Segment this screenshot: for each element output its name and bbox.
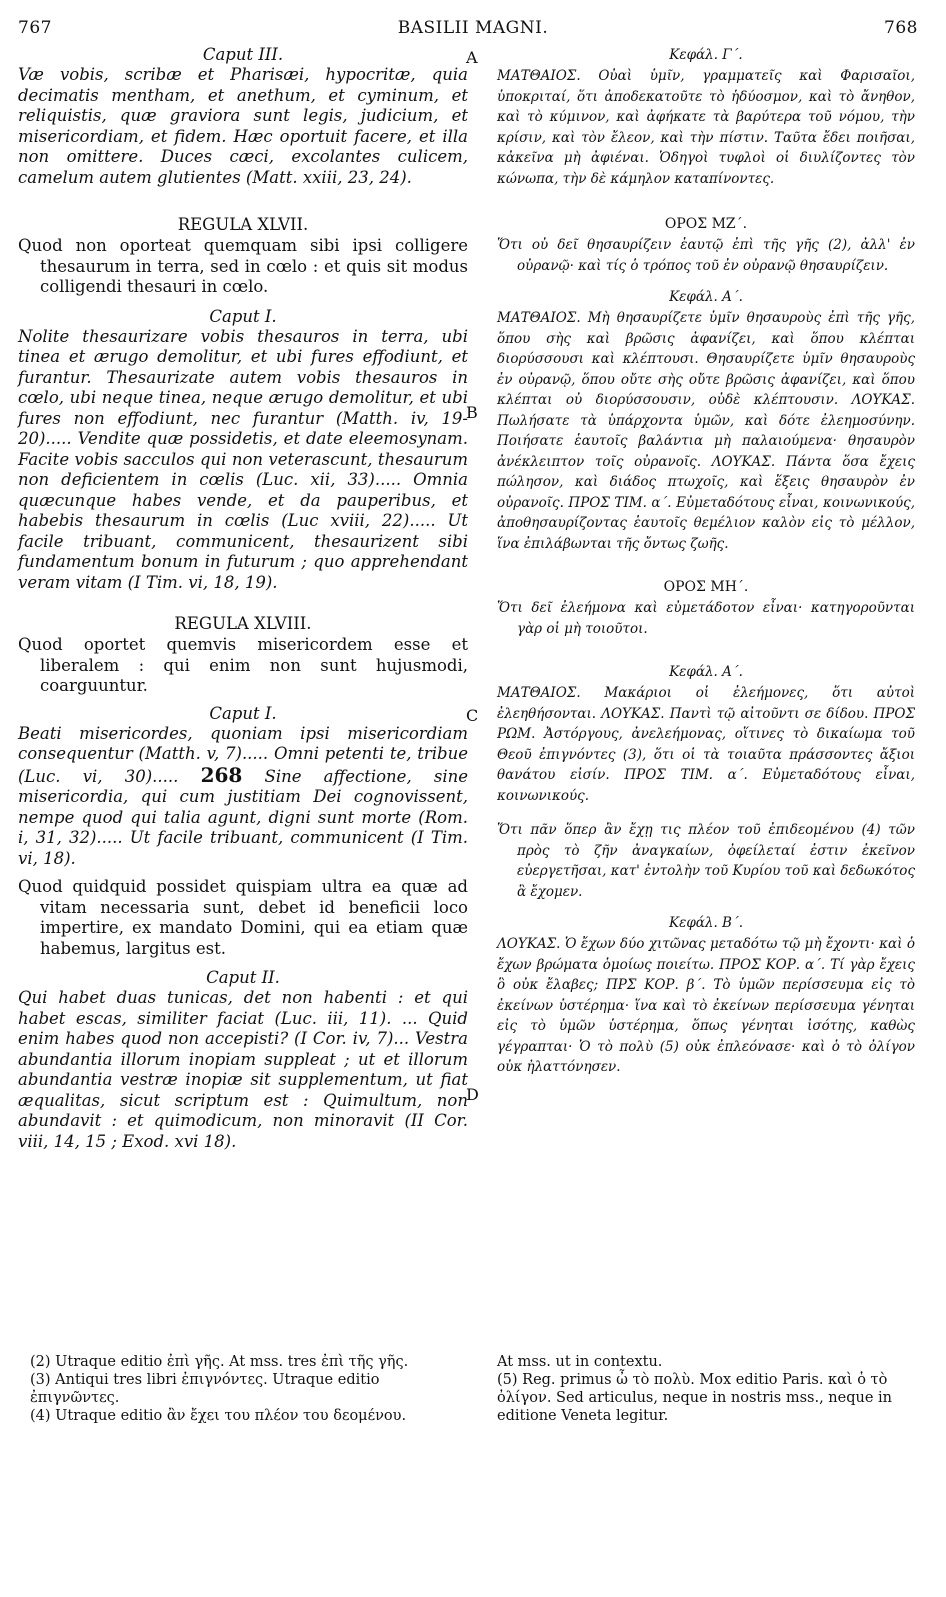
footnotes-right xyxy=(497,1353,917,1425)
greek-column xyxy=(497,44,915,1078)
footnote-5: (5) Reg. primus ὦ τὸ πολὺ. Mox editio Paris. καὶ ὁ τὸ ὀλίγον. Sed articulus, neque in nostris mss., neque in editione Veneta legitur. xyxy=(497,1372,893,1424)
kephalaion-heading: Κεφάλ. Α΄. xyxy=(669,289,743,305)
rule-title: Ὅτι πᾶν ὅπερ ἂν ἔχῃ τις πλέον τοῦ ἐπιδεομένου (4) τῶν πρὸς τὸ ζῆν ἀναγκαίων, ὀφείλεταί ἐστιν ἐκεῖνον εὐεργετῆσαι, κατ' ἐντολὴν τοῦ Κυρίου τοῦ καὶ δεδωκότος ἃ ἔχομεν. xyxy=(497,822,915,900)
footnotes-left xyxy=(30,1353,470,1425)
oros-title: Ὅτι δεῖ ἐλεήμονα καὶ εὐμετάδοτον εἶναι· κατηγοροῦνται γὰρ οἱ μὴ τοιοῦτοι. xyxy=(497,600,915,637)
margin-letter-c: C xyxy=(466,706,479,725)
latin-text: Sine affectione, sine misericordia, qui cum justitiam Dei cognovissent, nempe quod qui talia agunt, digni sunt morte (Rom. i, 31, 32)..... Ut facile tribuant, communicent (I Tim. vi, 18). xyxy=(18,766,469,868)
greek-paragraph: ΜΑΤΘΑΙΟΣ. Οὐαὶ ὑμῖν, γραμματεῖς καὶ Φαρισαῖοι, ὑποκριταί, ὅτι ἀποδεκατοῦτε τὸ ἡδύοσμον, καὶ τὸ ἄνηθον, καὶ τὸ κύμινον, καὶ ἀφήκατε τὰ βαρύτερα τοῦ νόμου, τὴν κρίσιν, καὶ τὸν ἔλεον, καὶ τὴν πίστιν. Ταῦτα ἔδει ποιῆσαι, κἀκεῖνα μὴ ἀφιέναι. Ὁδηγοὶ τυφλοὶ οἱ διυλίζοντες τὸν κώνωπα, τὴν δὲ κάμηλον καταπίνοντες. xyxy=(497,68,915,187)
margin-letter-b: B xyxy=(466,403,478,422)
regula-heading: REGULA XLVIII. xyxy=(174,614,312,633)
caput-heading: Caput I. xyxy=(209,306,277,326)
right-page-number: 768 xyxy=(884,18,918,38)
margin-letter-a: A xyxy=(466,48,478,67)
footnote-continuation: At mss. ut in contextu. xyxy=(497,1354,663,1370)
caput-heading: Caput I. xyxy=(209,703,277,723)
oros-heading: ΟΡΟΣ ΜΖ΄. xyxy=(664,216,748,232)
column-number: 268 xyxy=(200,762,243,787)
greek-paragraph: ΜΑΤΘΑΙΟΣ. Μὴ θησαυρίζετε ὑμῖν θησαυροὺς ἐπὶ τῆς γῆς, ὅπου σὴς καὶ βρῶσις ἀφανίζει, καὶ ὅπου κλέπται διορύσσουσι καὶ κλέπτουσι. Θησαυρίζετε ὑμῖν θησαυροὺς ἐν οὐρανῷ, ὅπου οὔτε σὴς οὔτε βρῶσις ἀφανίζει, καὶ ὅπου κλέπται οὐ διορύσσουσιν, οὐδὲ κλέπτουσιν. ΛΟΥΚΑΣ. Πωλήσατε τὰ ὑπάρχοντα ὑμῶν, καὶ δότε ἐλεημοσύνην. Ποιήσατε ἑαυτοῖς βαλάντια μὴ παλαιούμενα· θησαυρὸν ἀνέκλειπτον τοῖς οὐρανοῖς. ΛΟΥΚΑΣ. Πάντα ὅσα ἔχεις πώλησον, καὶ διάδος πτωχοῖς, καὶ ἕξεις θησαυρὸν ἐν οὐρανοῖς. ΠΡΟΣ ΤΙΜ. α΄. Εὐμεταδότους εἶναι, κοινωνικούς, ἀποθησαυρίζοντας ἑαυτοῖς θεμέλιον καλὸν εἰς τὸ μέλλον, ἵνα ἐπιλάβωνται τῆς ὄντως ζωῆς. xyxy=(497,310,915,552)
regula-title: Quod non oporteat quemquam sibi ipsi colligere thesaurum in terra, sed in cœlo : et quis sit modus colligendi thesauri in cœlo. xyxy=(18,236,468,296)
regula-title: Quod oportet quemvis misericordem esse et liberalem : qui enim non sunt hujusmodi, coarguuntur. xyxy=(18,635,468,695)
oros-title: Ὅτι οὐ δεῖ θησαυρίζειν ἑαυτῷ ἐπὶ τῆς γῆς (2), ἀλλ' ἐν οὐρανῷ· καὶ τίς ὁ τρόπος τοῦ ἐν οὐρανῷ θησαυρίζειν. xyxy=(497,237,915,274)
left-page-number: 767 xyxy=(18,18,52,38)
running-title: BASILII MAGNI. xyxy=(397,18,549,38)
rule-title: Quod quidquid possidet quispiam ultra ea quæ ad vitam necessaria sunt, debet id beneficii loco impertire, ex mandato Domini, qui ea etiam quæ habemus, largitus est. xyxy=(18,877,468,958)
kephalaion-heading: Κεφάλ. Β΄. xyxy=(669,915,743,931)
footnote-2: (2) Utraque editio ἐπὶ γῆς. At mss. tres ἐπὶ τῆς γῆς. xyxy=(30,1354,409,1370)
regula-heading: REGULA XLVII. xyxy=(177,215,309,234)
latin-paragraph: Qui habet duas tunicas, det non habenti : et qui habet escas, similiter faciat (Luc. iii, 11). ... Quid enim habes quod non accepisti? (I Cor. iv, 7)... Vestra abundantia illorum inopiam suppleat ; ut et illorum abundantia vestræ inopiæ sit supplementum, ut fiat æqualitas, sicut scriptum est : Quimultum, non abundavit : et quimodicum, non minoravit (II Cor. viii, 14, 15 ; Exod. xvi 18). xyxy=(18,988,468,1151)
footnote-4: (4) Utraque editio ἂν ἔχει του πλέον του δεομένου. xyxy=(30,1408,407,1424)
latin-paragraph: Væ vobis, scribæ et Pharisæi, hypocritæ, quia decimatis mentham, et anethum, et cyminum, et reliquistis, quæ graviora sunt legis, judicium, et misericordiam, et fidem. Hæc oportuit facere, et illa non omittere. Duces cæci, excolantes culicem, camelum autem glutientes (Matt. xxiii, 23, 24). xyxy=(18,65,468,187)
latin-paragraph xyxy=(18,724,468,870)
greek-paragraph: ΜΑΤΘΑΙΟΣ. Μακάριοι οἱ ἐλεήμονες, ὅτι αὐτοὶ ἐλεηθήσονται. ΛΟΥΚΑΣ. Παντὶ τῷ αἰτοῦντι σε δίδου. ΠΡΟΣ ΡΩΜ. Ἀστόργους, ἀνελεήμονας, οἵτινες τὸ δικαίωμα τοῦ Θεοῦ ἐπιγνόντες (3), ὅτι οἱ τὰ τοιαῦτα πράσσοντες ἄξιοι θανάτου εἰσίν. ΠΡΟΣ ΤΙΜ. α΄. Εὐμεταδότους εἶναι, κοινωνικούς. xyxy=(497,685,915,804)
oros-heading: ΟΡΟΣ ΜΗ΄. xyxy=(663,579,749,595)
caput-heading: Caput III. xyxy=(202,45,284,64)
latin-text: Beati misericordes, quoniam ipsi misericordiam consequentur (Matth. v, 7)..... Omni petenti te, tribue (Luc. vi, 30)..... xyxy=(18,723,468,786)
kephalaion-heading: Κεφάλ. Α΄. xyxy=(669,664,743,680)
latin-paragraph: Nolite thesaurizare vobis thesauros in terra, ubi tinea et ærugo demolitur, et ubi fures effodiunt, et furantur. Thesaurizate autem vobis thesauros in cœlo, ubi neque tinea, neque ærugo demolitur, et ubi fures non effodiunt, nec furantur (Matth. iv, 19-20)..... Vendite quæ possidetis, et date eleemosynam. Facite vobis sacculos qui non veterascunt, thesaurum non deficientem in cœlis (Luc. xii, 33)..... Omnia quæcunque habes vende, et da pauperibus, et habebis thesaurum in cœlis (Luc xviii, 22)..... Ut facile tribuant, communicent, thesaurizent sibi fundamentum bonum in futurum ; quo apprehendant veram vitam (I Tim. vi, 18, 19). xyxy=(18,326,468,592)
caput-heading: Caput II. xyxy=(206,968,280,987)
latin-column xyxy=(18,44,468,1152)
margin-letter-d: D xyxy=(466,1085,479,1104)
greek-paragraph: ΛΟΥΚΑΣ. Ὁ ἔχων δύο χιτῶνας μεταδότω τῷ μὴ ἔχοντι· καὶ ὁ ἔχων βρώματα ὁμοίως ποιείτω. ΠΡΟΣ ΚΟΡ. α΄. Τί γὰρ ἔχεις ὃ οὐκ ἔλαβες; ΠΡΣ ΚΟΡ. β΄. Τὸ ὑμῶν περίσσευμα εἰς τὸ ἐκείνων ὑστέρημα· ἵνα καὶ τὸ ἐκείνων περίσσευμα γένηται εἰς τὸ ὑμῶν ὑστέρημα, ὅπως γένηται ἰσότης, καθὼς γέγραπται· Ὁ τὸ πολὺ (5) οὐκ ἐπλεόνασε· καὶ ὁ τὸ ὀλίγον οὐκ ἠλαττόνησεν. xyxy=(497,936,915,1075)
footnote-3: (3) Antiqui tres libri ἐπιγνόντες. Utraque editio ἐπιγνῶντες. xyxy=(30,1372,380,1406)
kephalaion-heading: Κεφάλ. Γ΄. xyxy=(669,47,743,63)
